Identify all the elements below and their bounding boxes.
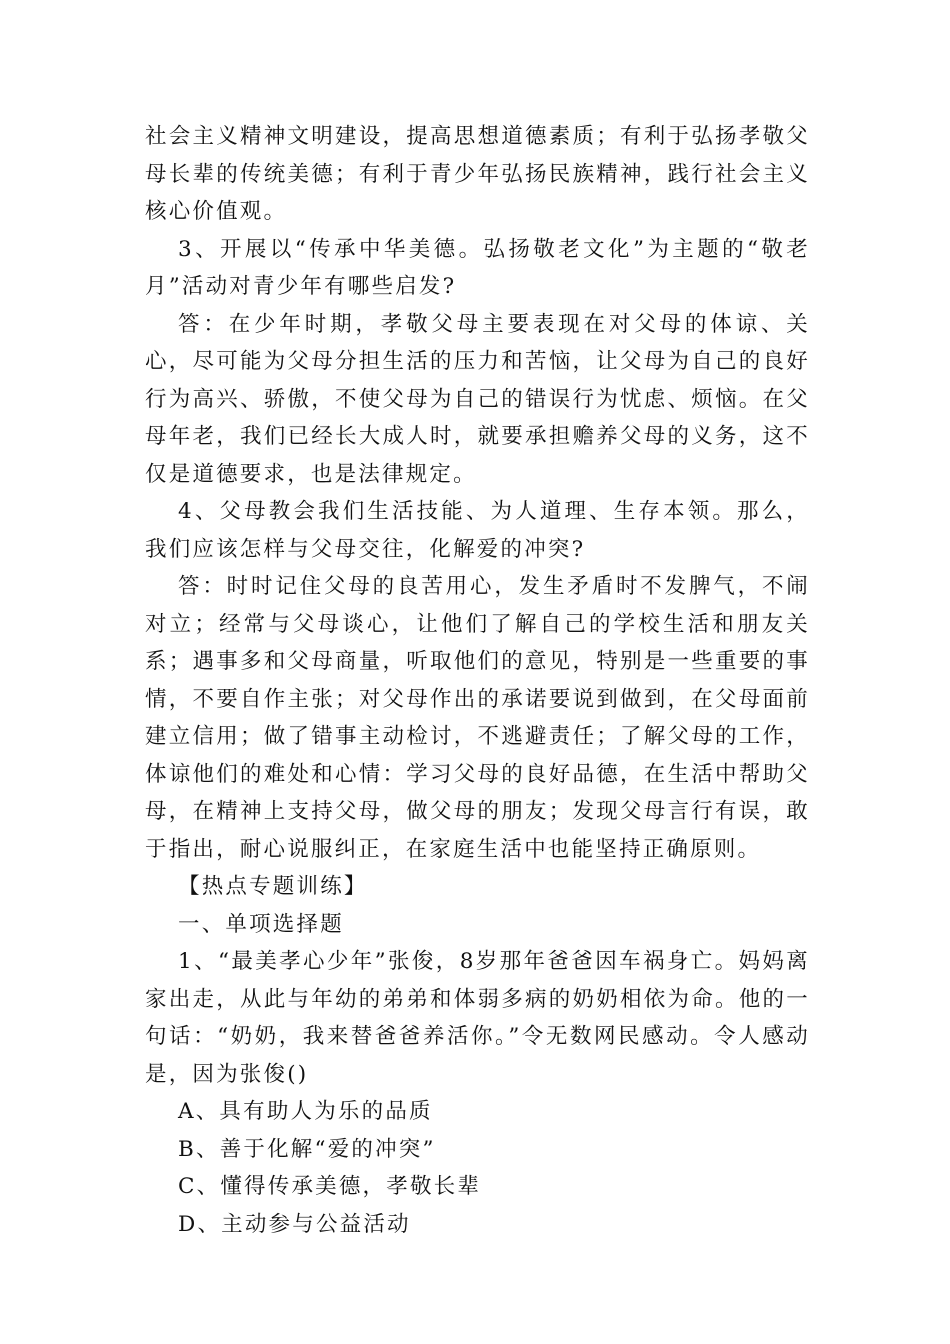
answer-4: 答：时时记住父母的良苦用心，发生矛盾时不发脾气，不闹对立；经常与父母谈心，让他们了解自己的学校生活和朋友关系；遇事多和父母商量，听取他们的意见，特别是一些重要的事情，不要自作主张；对父母作出的承诺要说到做到，在父母面前建立信用；做了错事主动检讨，不逃避责任；了解父母的工作，体谅他们的难处和心情：学习父母的良好品德，在生活中帮助父母，在精神上支持父母，做父母的朋友；发现父母言行有误，敢于指出，耐心说服纠正，在家庭生活中也能坚持正确原则。 (145, 574, 810, 862)
option-d: D、主动参与公益活动 (178, 1211, 411, 1237)
document-body (145, 118, 810, 1243)
question-4: 4、父母教会我们生活技能、为人道理、生存本领。那么，我们应该怎样与父母交往，化解爱的冲突? (145, 499, 810, 562)
option-a: A、具有助人为乐的品质 (178, 1099, 433, 1124)
question-3: 3、开展以“传承中华美德。弘扬敬老文化”为主题的“敬老月”活动对青少年有哪些启发? (145, 236, 810, 299)
part-heading: 一、单项选择题 (178, 911, 344, 937)
multiple-choice-question-1: 1、“最美孝心少年”张俊，8岁那年爸爸因车祸身亡。妈妈离家出走，从此与年幼的弟弟和体弱多病的奶奶相依为命。他的一句话：“奶奶，我来替爸爸养活你。”令无数网民感动。令人感动是，因为张俊() (145, 949, 810, 1087)
option-b: B、善于化解“爱的冲突” (178, 1136, 436, 1162)
answer-3: 答：在少年时期，孝敬父母主要表现在对父母的体谅、关心，尽可能为父母分担生活的压力和苦恼，让父母为自己的良好行为高兴、骄傲，不使父母为自己的错误行为忧虑、烦恼。在父母年老，我们已经长大成人时，就要承担赡养父母的义务，这不仅是道德要求，也是法律规定。 (145, 311, 810, 487)
section-heading: 【热点专题训练】 (178, 874, 368, 899)
paragraph-continuation: 社会主义精神文明建设，提高思想道德素质；有利于弘扬孝敬父母长辈的传统美德；有利于青少年弘扬民族精神，践行社会主义核心价值观。 (145, 124, 810, 224)
option-c: C、懂得传承美德，孝敬长辈 (178, 1174, 482, 1199)
